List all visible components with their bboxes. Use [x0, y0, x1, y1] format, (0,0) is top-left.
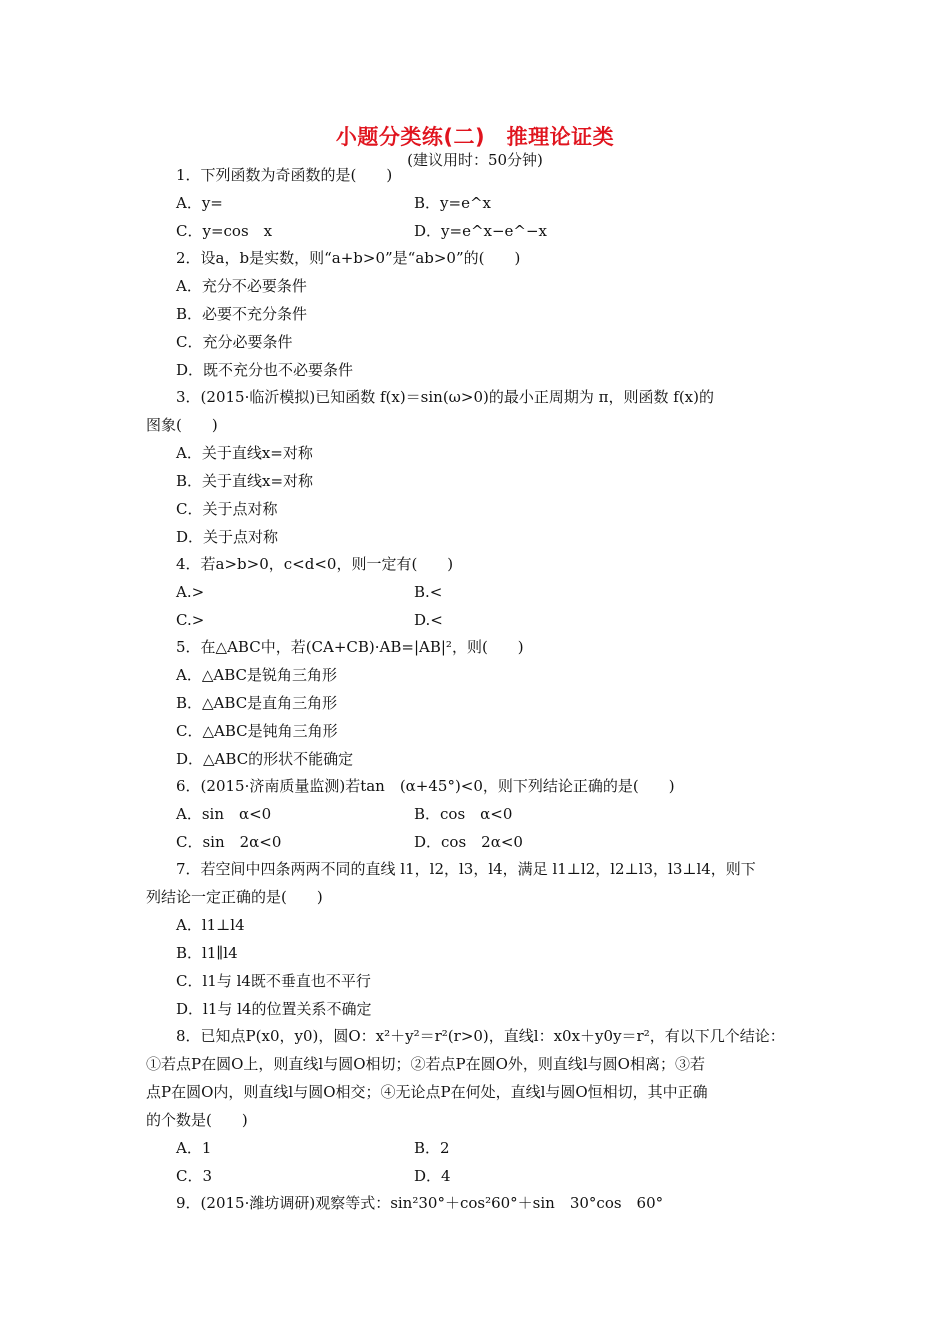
option-5c: C．△ABC是钝角三角形: [176, 722, 338, 740]
option-7d: D．l1与 l4的位置关系不确定: [176, 1000, 372, 1018]
option-1d: D．y=e^x−e^−x: [414, 222, 548, 240]
option-6a: A．sin α<0: [176, 805, 272, 823]
option-3a: A．关于直线x=对称: [176, 444, 313, 462]
option-1b: B．y=e^x: [414, 194, 491, 212]
option-5d: D．△ABC的形状不能确定: [176, 750, 354, 768]
question-3-cont: 图象( ): [146, 416, 218, 434]
question-5: 5．在△ABC中，若(CA+CB)·AB=|AB|²，则( ): [176, 638, 524, 656]
option-3b: B．关于直线x=对称: [176, 472, 314, 490]
option-8a: A．1: [176, 1139, 212, 1157]
option-2c: C．充分必要条件: [176, 333, 293, 351]
question-2: 2．设a，b是实数，则“a+b>0”是“ab>0”的( ): [176, 249, 521, 267]
option-5a: A．△ABC是锐角三角形: [176, 666, 337, 684]
question-4: 4．若a>b>0，c<d<0，则一定有( ): [176, 555, 454, 573]
option-4c: C.>: [176, 611, 205, 629]
question-9: 9．(2015·潍坊调研)观察等式：sin²30°＋cos²60°＋sin 30°cos 60°: [176, 1194, 664, 1212]
option-7c: C．l1与 l4既不垂直也不平行: [176, 972, 371, 990]
option-7a: A．l1⊥l4: [176, 916, 245, 934]
option-8c: C．3: [176, 1167, 213, 1185]
option-2a: A．充分不必要条件: [176, 277, 307, 295]
question-8-cont-1: ①若点P在圆O上，则直线l与圆O相切；②若点P在圆O外，则直线l与圆O相离；③若: [146, 1055, 705, 1073]
option-8d: D．4: [414, 1167, 451, 1185]
option-6d: D．cos 2α<0: [414, 833, 523, 851]
question-7-cont: 列结论一定正确的是( ): [146, 888, 323, 906]
option-2b: B．必要不充分条件: [176, 305, 308, 323]
option-1a: A．y=: [176, 194, 223, 212]
option-5b: B．△ABC是直角三角形: [176, 694, 338, 712]
question-6: 6．(2015·济南质量监测)若tan (α+45°)<0，则下列结论正确的是( ): [176, 777, 675, 795]
suggested-time: (建议用时：50分钟): [407, 151, 543, 169]
option-4b: B.<: [414, 583, 443, 601]
option-4a: A.>: [176, 583, 205, 601]
option-3c: C．关于点对称: [176, 500, 278, 518]
question-8: 8．已知点P(x0，y0)，圆O：x²＋y²＝r²(r>0)，直线l：x0x＋y0y＝r²，有以下几个结论：: [176, 1027, 785, 1045]
option-3d: D．关于点对称: [176, 528, 279, 546]
question-1: 1．下列函数为奇函数的是( ): [176, 166, 393, 184]
option-4d: D.<: [414, 611, 443, 629]
question-8-cont-3: 的个数是( ): [146, 1111, 248, 1129]
page-title: 小题分类练(二) 推理论证类: [335, 125, 615, 149]
option-6c: C．sin 2α<0: [176, 833, 282, 851]
question-7: 7．若空间中四条两两不同的直线 l1，l2，l3，l4，满足 l1⊥l2，l2⊥l3，l3⊥l4，则下: [176, 860, 756, 878]
option-1c: C．y=cos x: [176, 222, 273, 240]
question-3: 3．(2015·临沂模拟)已知函数 f(x)＝sin(ω>0)的最小正周期为 π，则函数 f(x)的: [176, 388, 714, 406]
option-8b: B．2: [414, 1139, 450, 1157]
option-7b: B．l1∥l4: [176, 944, 238, 962]
option-6b: B．cos α<0: [414, 805, 513, 823]
option-2d: D．既不充分也不必要条件: [176, 361, 354, 379]
question-8-cont-2: 点P在圆O内，则直线l与圆O相交；④无论点P在何处，直线l与圆O恒相切，其中正确: [146, 1083, 708, 1101]
